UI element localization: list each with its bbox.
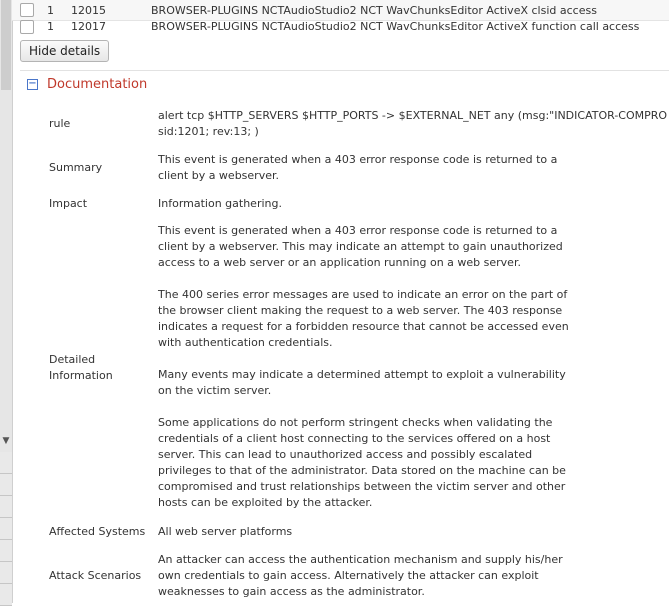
summary-label: Summary <box>49 161 103 174</box>
rail-segment <box>0 474 12 496</box>
event-sid: 12015 <box>71 3 106 17</box>
rule-label: rule <box>49 117 71 130</box>
rail-segment <box>0 540 12 562</box>
detailed-information-label: Detailed Information <box>49 353 113 382</box>
event-message: BROWSER-PLUGINS NCTAudioStudio2 NCT WavChunksEditor ActiveX clsid access <box>151 3 597 17</box>
detail-paragraph: The 400 series error messages are used to indicate an error on the part of the browser client making the request to a web server. The 403 response indicates a request for a forbidden resource that cannot be accessed even with authentication credentials. <box>158 288 569 349</box>
documentation-panel <box>20 70 669 603</box>
impact-value: Information gathering. <box>158 197 282 210</box>
attack-scenarios-value: An attacker can access the authentication mechanism and supply his/her own credentials to gain access. Alternatively the attacker can exploit weaknesses to gain access as the administrator. <box>158 553 563 598</box>
event-count: 1 <box>47 3 54 17</box>
rail-segment <box>0 562 12 584</box>
rail-segment <box>0 518 12 540</box>
documentation-header[interactable] <box>27 77 147 92</box>
rule-text-line: alert tcp $HTTP_SERVERS $HTTP_PORTS -> $EXTERNAL_NET any (msg:"INDICATOR-COMPRO <box>158 109 668 122</box>
detail-paragraph: This event is generated when a 403 error response code is returned to a client by a webserver. This may indicate an attempt to gain unauthorized access to a web server or an application running on a web server. <box>158 224 563 269</box>
affected-systems-value: All web server platforms <box>158 525 293 538</box>
collapse-toggle-icon[interactable]: − <box>28 78 37 89</box>
row-checkbox[interactable] <box>20 3 34 17</box>
hide-details-button[interactable]: Hide details <box>20 40 109 62</box>
event-message: BROWSER-PLUGINS NCTAudioStudio2 NCT WavChunksEditor ActiveX function call access <box>151 20 640 33</box>
attack-scenarios-label: Attack Scenarios <box>49 569 142 582</box>
rule-text-line: sid:1201; rev:13; ) <box>158 125 259 138</box>
detail-paragraph: Some applications do not perform stringent checks when validating the credentials of a client host connecting to the services offered on a host server. This can lead to unauthorized access and possibly escalated privileges to that of the administrator. Data stored on the machine can be compromised and trust relationships between the victim server and other hosts can be exploited by the attacker. <box>158 416 566 509</box>
row-checkbox[interactable] <box>20 20 34 34</box>
detail-paragraph: Many events may indicate a determined attempt to exploit a vulnerability on the victim server. <box>158 368 566 397</box>
scroll-down-arrow-icon[interactable]: ▼ <box>2 436 10 446</box>
table-row[interactable] <box>12 0 669 21</box>
event-count: 1 <box>47 20 54 33</box>
impact-label: Impact <box>49 197 88 210</box>
rail-segment <box>0 496 12 518</box>
event-sid: 12017 <box>71 20 106 33</box>
affected-systems-label: Affected Systems <box>49 525 146 538</box>
documentation-title: Documentation <box>47 77 148 92</box>
detailed-information-value <box>158 223 578 511</box>
table-row[interactable] <box>12 20 669 34</box>
rule-value <box>158 108 669 140</box>
scrollbar-thumb[interactable] <box>1 0 11 90</box>
summary-value: This event is generated when a 403 error response code is returned to a client by a webserver. <box>158 153 558 182</box>
rail-segment <box>0 452 12 474</box>
events-content <box>12 0 669 603</box>
